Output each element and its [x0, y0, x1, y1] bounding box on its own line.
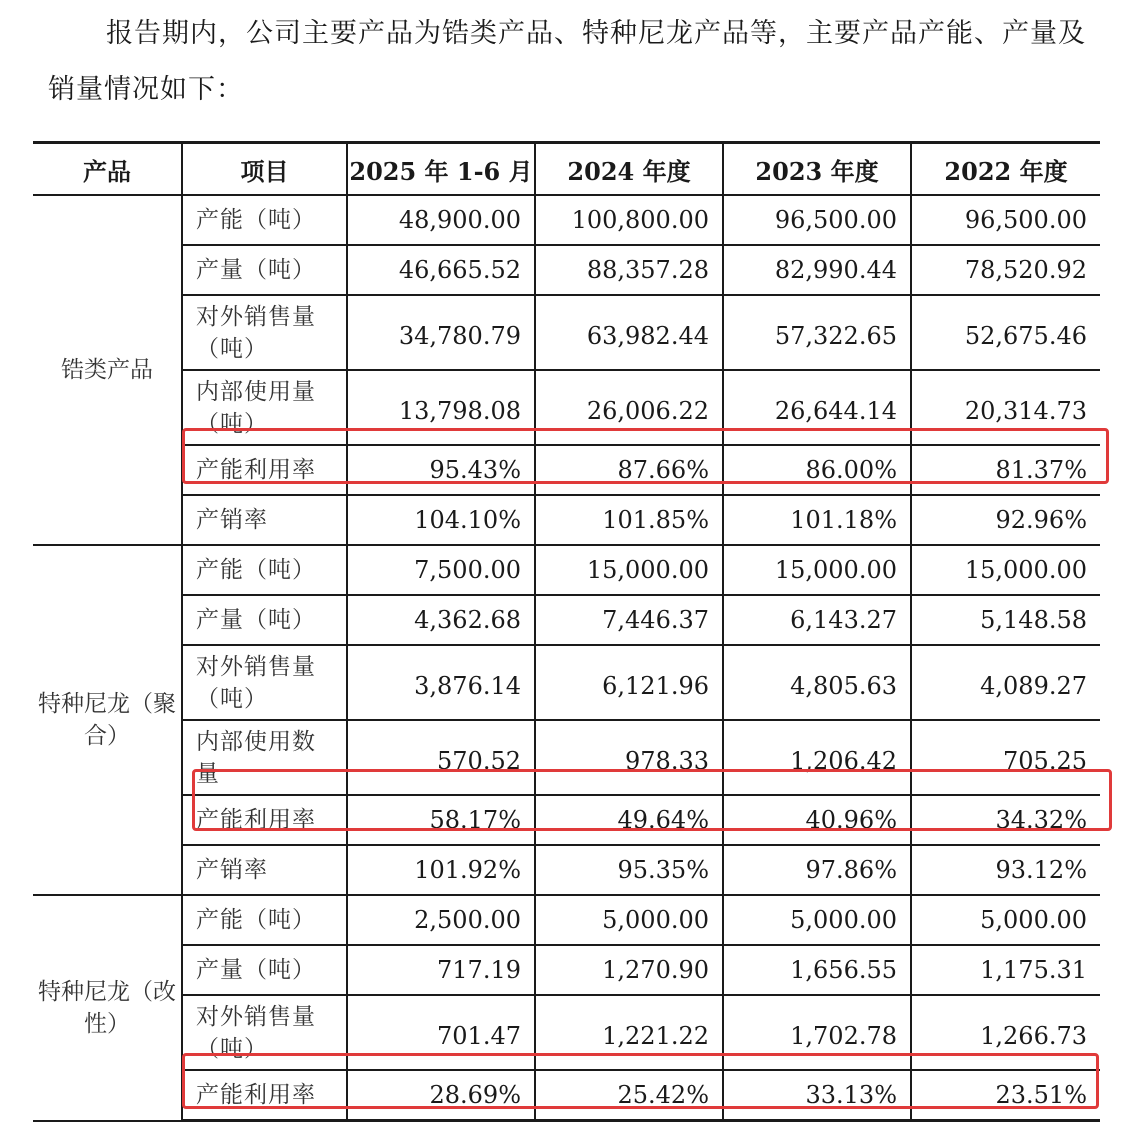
row-item: 产能利用率 [182, 795, 347, 845]
cell-value: 46,665.52 [347, 245, 535, 295]
table-row [33, 720, 1100, 795]
header-item: 项目 [182, 143, 347, 196]
table-row [33, 245, 1100, 295]
header-2023: 2023 年度 [723, 143, 911, 196]
cell-value: 58.17% [347, 795, 535, 845]
cell-value: 1,266.73 [911, 995, 1100, 1070]
cell-value: 570.52 [347, 720, 535, 795]
cell-value: 78,520.92 [911, 245, 1100, 295]
header-product: 产品 [33, 143, 182, 196]
table-row [33, 445, 1100, 495]
table-row [33, 370, 1100, 445]
cell-value: 3,876.14 [347, 645, 535, 720]
cell-value: 52,675.46 [911, 295, 1100, 370]
cell-value: 34.32% [911, 795, 1100, 845]
cell-value: 26,006.22 [535, 370, 723, 445]
cell-value: 4,362.68 [347, 595, 535, 645]
cell-value: 93.12% [911, 845, 1100, 895]
header-2025h1: 2025 年 1-6 月 [347, 143, 535, 196]
cell-value: 57,322.65 [723, 295, 911, 370]
row-item: 内部使用数量 [182, 720, 347, 795]
cell-value: 87.66% [535, 445, 723, 495]
cell-value: 6,121.96 [535, 645, 723, 720]
cell-value: 1,175.31 [911, 945, 1100, 995]
table-row [33, 1070, 1100, 1121]
table-row [33, 945, 1100, 995]
row-item: 产能（吨） [182, 545, 347, 595]
cell-value: 5,000.00 [911, 895, 1100, 945]
cell-value: 82,990.44 [723, 245, 911, 295]
cell-value: 701.47 [347, 995, 535, 1070]
header-2022: 2022 年度 [911, 143, 1100, 196]
cell-value: 23.51% [911, 1070, 1100, 1121]
product-group-zirconium: 锆类产品 [33, 195, 182, 545]
cell-value: 15,000.00 [911, 545, 1100, 595]
table-row [33, 795, 1100, 845]
cell-value: 5,148.58 [911, 595, 1100, 645]
cell-value: 15,000.00 [535, 545, 723, 595]
row-item: 产能（吨） [182, 195, 347, 245]
cell-value: 15,000.00 [723, 545, 911, 595]
cell-value: 25.42% [535, 1070, 723, 1121]
table-row [33, 645, 1100, 720]
row-item: 内部使用量（吨） [182, 370, 347, 445]
header-2024: 2024 年度 [535, 143, 723, 196]
row-item: 产量（吨） [182, 945, 347, 995]
cell-value: 7,446.37 [535, 595, 723, 645]
product-group-nylon-polymer: 特种尼龙（聚合） [33, 545, 182, 895]
cell-value: 95.35% [535, 845, 723, 895]
table-row [33, 195, 1100, 245]
cell-value: 1,221.22 [535, 995, 723, 1070]
cell-value: 717.19 [347, 945, 535, 995]
cell-value: 40.96% [723, 795, 911, 845]
table-row [33, 845, 1100, 895]
cell-value: 1,206.42 [723, 720, 911, 795]
row-item: 对外销售量（吨） [182, 995, 347, 1070]
cell-value: 86.00% [723, 445, 911, 495]
row-item: 对外销售量（吨） [182, 295, 347, 370]
cell-value: 101.92% [347, 845, 535, 895]
cell-value: 2,500.00 [347, 895, 535, 945]
cell-value: 104.10% [347, 495, 535, 545]
table-header-row [33, 143, 1100, 196]
cell-value: 88,357.28 [535, 245, 723, 295]
row-item: 产能利用率 [182, 445, 347, 495]
cell-value: 34,780.79 [347, 295, 535, 370]
cell-value: 13,798.08 [347, 370, 535, 445]
cell-value: 63,982.44 [535, 295, 723, 370]
table-row [33, 295, 1100, 370]
cell-value: 705.25 [911, 720, 1100, 795]
cell-value: 96,500.00 [723, 195, 911, 245]
cell-value: 978.33 [535, 720, 723, 795]
table-row [33, 545, 1100, 595]
cell-value: 1,270.90 [535, 945, 723, 995]
row-item: 产量（吨） [182, 245, 347, 295]
cell-value: 1,656.55 [723, 945, 911, 995]
row-item: 产销率 [182, 495, 347, 545]
product-group-nylon-modified: 特种尼龙（改性） [33, 895, 182, 1121]
intro-paragraph: 报告期内，公司主要产品为锆类产品、特种尼龙产品等，主要产品产能、产量及销量情况如下： [48, 18, 1086, 105]
cell-value: 20,314.73 [911, 370, 1100, 445]
row-item: 产能利用率 [182, 1070, 347, 1121]
cell-value: 26,644.14 [723, 370, 911, 445]
table-row [33, 595, 1100, 645]
cell-value: 101.18% [723, 495, 911, 545]
cell-value: 33.13% [723, 1070, 911, 1121]
cell-value: 97.86% [723, 845, 911, 895]
cell-value: 4,089.27 [911, 645, 1100, 720]
cell-value: 4,805.63 [723, 645, 911, 720]
row-item: 产能（吨） [182, 895, 347, 945]
cell-value: 100,800.00 [535, 195, 723, 245]
cell-value: 81.37% [911, 445, 1100, 495]
table-row [33, 995, 1100, 1070]
cell-value: 1,702.78 [723, 995, 911, 1070]
row-item: 对外销售量（吨） [182, 645, 347, 720]
cell-value: 5,000.00 [723, 895, 911, 945]
row-item: 产销率 [182, 845, 347, 895]
cell-value: 96,500.00 [911, 195, 1100, 245]
table-row [33, 895, 1100, 945]
cell-value: 101.85% [535, 495, 723, 545]
cell-value: 92.96% [911, 495, 1100, 545]
cell-value: 7,500.00 [347, 545, 535, 595]
cell-value: 49.64% [535, 795, 723, 845]
cell-value: 48,900.00 [347, 195, 535, 245]
cell-value: 6,143.27 [723, 595, 911, 645]
cell-value: 5,000.00 [535, 895, 723, 945]
table-row [33, 495, 1100, 545]
capacity-table [33, 141, 1100, 1122]
cell-value: 95.43% [347, 445, 535, 495]
cell-value: 28.69% [347, 1070, 535, 1121]
row-item: 产量（吨） [182, 595, 347, 645]
